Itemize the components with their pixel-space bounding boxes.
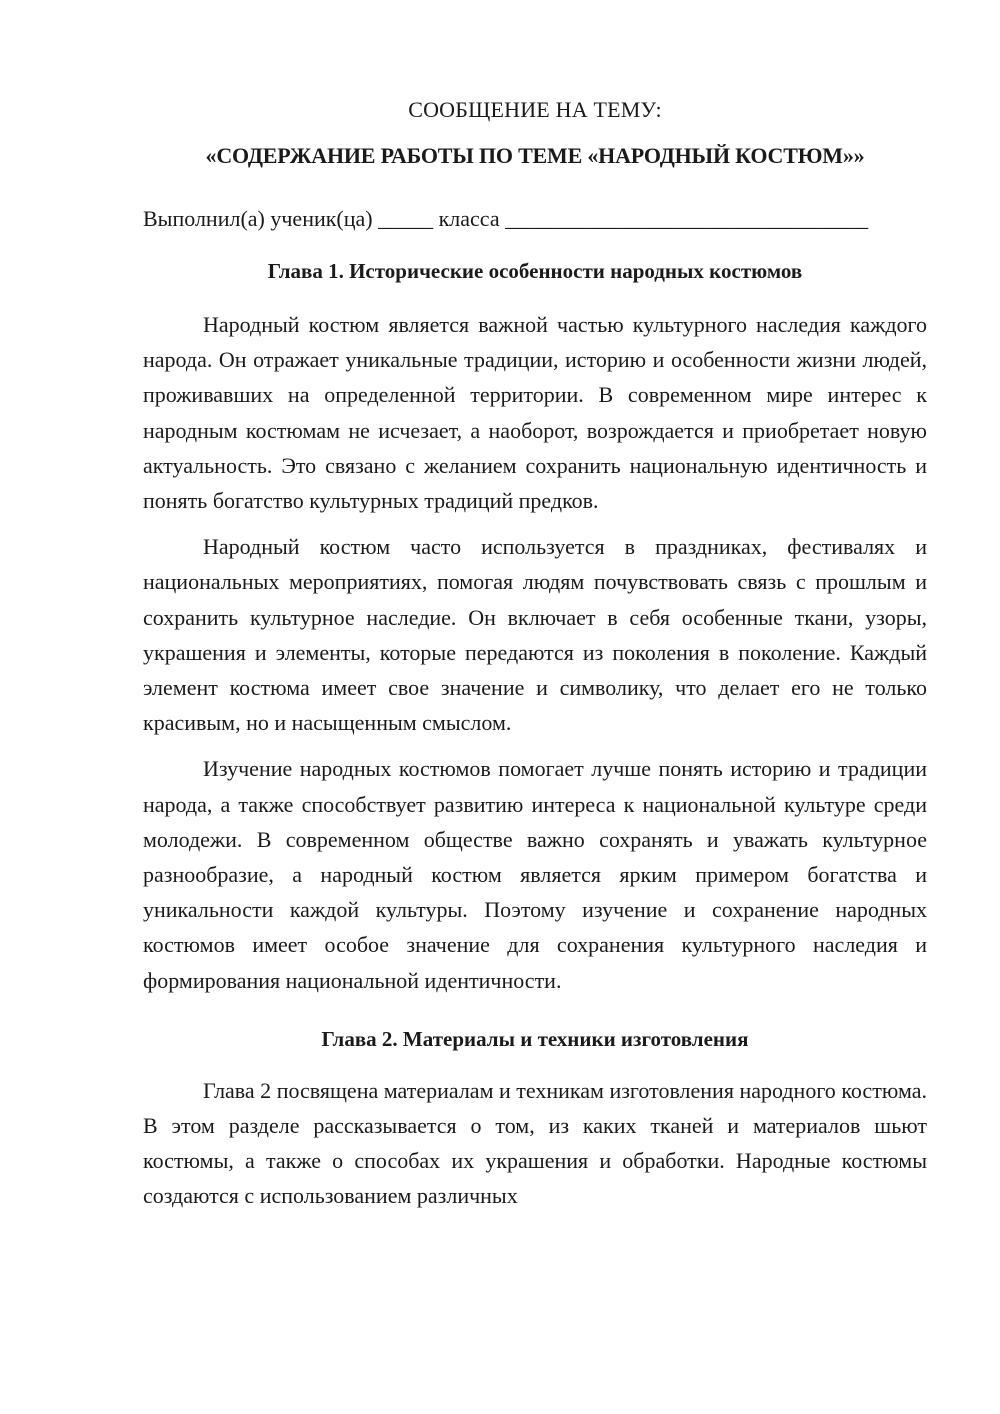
- document-label: СООБЩЕНИЕ НА ТЕМУ:: [408, 97, 662, 122]
- chapter-2-paragraph-1: Глава 2 посвящена материалам и техникам изготовления народного костюма. В этом разделе рассказывается о том, из каких тканей и материалов шьют костюмы, а также о способах их украшения и обработки. Народные костюмы создаются с использованием различных: [143, 1077, 927, 1209]
- author-line: Выполнил(а) ученик(ца) _____ класса _________________________________: [143, 206, 869, 231]
- document-title: «СОДЕРЖАНИЕ РАБОТЫ ПО ТЕМЕ «НАРОДНЫЙ КОСТЮМ»»: [205, 143, 865, 168]
- chapter-1-paragraph-3: Изучение народных костюмов помогает лучше понять историю и традиции народа, а также способствует развитию интереса к национальной культуре среди молодежи. В современном обществе важно сохранять и уважать культурное разнообразие, а народный костюм является ярким примером богатства и уникальности каждой культуры. Поэтому изучение и сохранение народных костюмов имеет особое значение для сохранения культурного наследия и формирования национальной идентичности.: [143, 756, 927, 993]
- chapter-2-heading: Глава 2. Материалы и техники изготовления: [321, 1026, 749, 1051]
- chapter-1-paragraph-1: Народный костюм является важной частью культурного наследия каждого народа. Он отражает уникальные традиции, историю и особенности жизни людей, проживавших на определенной территории. В современном мире интерес к народным костюмам не исчезает, а наоборот, возрождается и приобретает новую актуальность. Это связано с желанием сохранить национальную идентичность и понять богатство культурных традиций предков.: [143, 312, 927, 514]
- chapter-1-heading: Глава 1. Исторические особенности народных костюмов: [267, 259, 803, 283]
- chapter-1-paragraph-2: Народный костюм часто используется в праздниках, фестивалях и национальных мероприятиях, помогая людям почувствовать связь с прошлым и сохранить культурное наследие. Он включает в себя особенные ткани, узоры, украшения и элементы, которые передаются из поколения в поколение. Каждый элемент костюма имеет свое значение и символику, что делает его не только красивым, но и насыщенным смыслом.: [143, 534, 927, 736]
- document-page: [143, 92, 927, 1214]
